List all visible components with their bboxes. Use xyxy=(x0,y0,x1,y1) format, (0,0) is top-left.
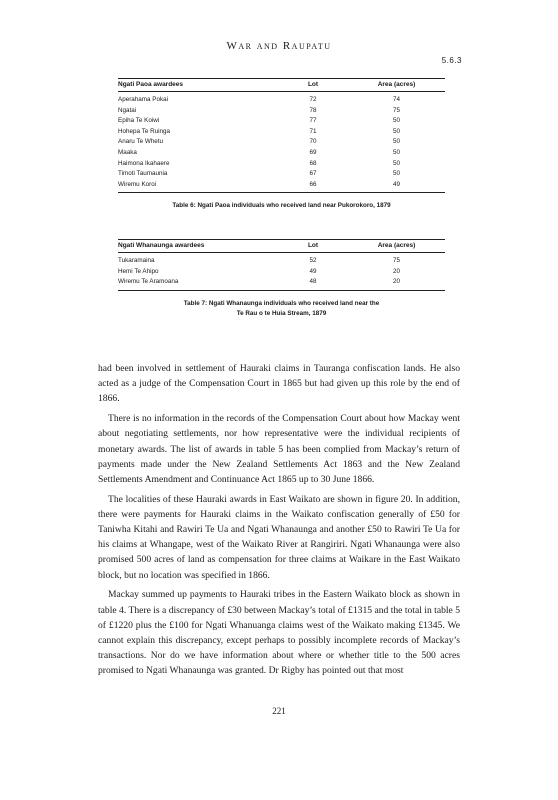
table-row xyxy=(118,127,445,138)
lot-number: 71 xyxy=(309,127,317,135)
table-row xyxy=(118,180,445,193)
column-header-lot: Lot xyxy=(278,79,348,92)
lot-number: 66 xyxy=(278,180,348,193)
paragraph: Mackay summed up payments to Hauraki tribes in the Eastern Waikato block as shown in table 4. There is a discrepancy of £30 between Mackay’s total of £1315 and the total in table 5 of £1220 plus the £100 for Ngati Whanuanga claims west of the Waikato making £1345. We cannot explain this discrepancy, except perhaps to possibly incomplete records of Mackay’s transactions. Nor do we have information about where or whether title to the 500 acres promised to Ngati Whanaunga was granted. Dr Rigby has pointed out that most xyxy=(98,589,460,677)
paragraph: had been involved in settlement of Hauraki claims in Tauranga confiscation lands. He also acted as a judge of the Compensation Court in 1865 but had given up this role by the end of 1866. xyxy=(98,363,460,405)
awardee-name: Hemi Te Ahipo xyxy=(118,267,159,275)
page-number: 221 xyxy=(272,706,286,716)
column-header-awardees: Ngati Whanaunga awardees xyxy=(118,240,278,253)
lot-number: 52 xyxy=(309,257,317,264)
awardee-name: Wiremu Koroi xyxy=(118,180,278,193)
area-acres: 50 xyxy=(392,170,400,178)
awardee-name: Tukaramaina xyxy=(118,257,155,264)
table-row xyxy=(118,277,445,290)
area-acres: 50 xyxy=(392,148,400,156)
awardee-name: Wiremu Te Aramoana xyxy=(118,277,278,290)
lot-number: 48 xyxy=(278,277,348,290)
area-acres: 20 xyxy=(392,267,400,275)
awardee-name: Ngatai xyxy=(118,106,137,114)
awardee-name: Maaka xyxy=(118,148,137,156)
table-row xyxy=(118,148,445,159)
table-row xyxy=(118,169,445,180)
table-7 xyxy=(118,239,445,319)
column-header-awardees: Ngati Paoa awardees xyxy=(118,79,278,92)
lot-number: 68 xyxy=(309,159,317,167)
area-acres: 75 xyxy=(392,257,400,264)
table-7-grid xyxy=(118,239,445,291)
column-header-area: Area (acres) xyxy=(348,79,445,92)
awardee-name: Haimona Ikahaere xyxy=(118,159,170,167)
paragraph: The localities of these Hauraki awards in East Waikato are shown in figure 20. In addition, there were payments for Hauraki claims in the Waikato confiscation generally of £50 for Taniwha Kitahi and Rawiri Te Ua and Ngati Whanaunga and another £50 to Rawiri Te Ua for his claims at Whangape, west of the Waikato River at Rangiriri. Ngati Whanaunga were also promised 500 acres of land as compensation for three claims at Waikare in the East Waikato block, but no location was specified in 1866. xyxy=(98,493,460,581)
lot-number: 67 xyxy=(309,170,317,178)
lot-number: 78 xyxy=(309,106,317,114)
table-row xyxy=(118,159,445,170)
awardee-name: Hohepa Te Ruinga xyxy=(118,127,171,135)
awardee-name: Anaru Te Whetu xyxy=(118,138,164,146)
running-head: War and Raupatu xyxy=(226,40,332,52)
table-header-row xyxy=(118,240,445,253)
area-acres: 50 xyxy=(392,138,400,146)
column-header-area: Area (acres) xyxy=(348,240,445,253)
section-number: 5.6.3 xyxy=(441,56,462,65)
awardee-name: Timoti Taumaunia xyxy=(118,170,168,178)
table-7-caption-line-2: Te Rau o te Huia Stream, 1879 xyxy=(236,309,327,317)
lot-number: 69 xyxy=(309,148,317,156)
area-acres: 20 xyxy=(348,277,445,290)
body-text xyxy=(98,361,460,683)
table-row xyxy=(118,116,445,127)
column-header-lot: Lot xyxy=(278,240,348,253)
lot-number: 70 xyxy=(309,138,317,146)
area-acres: 49 xyxy=(348,180,445,193)
lot-number: 49 xyxy=(309,267,317,275)
area-acres: 75 xyxy=(392,106,400,114)
lot-number: 77 xyxy=(309,117,317,125)
awardee-name: Aperahama Pokai xyxy=(118,96,169,103)
area-acres: 50 xyxy=(392,127,400,135)
table-row xyxy=(118,92,445,106)
area-acres: 50 xyxy=(392,159,400,167)
table-row xyxy=(118,267,445,278)
table-row xyxy=(118,253,445,267)
area-acres: 74 xyxy=(392,96,400,103)
table-header-row xyxy=(118,79,445,92)
table-7-caption-line-1: Table 7: Ngati Whanaunga individuals who received land near the xyxy=(183,299,380,307)
table-6-caption: Table 6: Ngati Paoa individuals who received land near Pukorokoro, 1879 xyxy=(172,202,391,210)
table-6-grid xyxy=(118,78,445,193)
table-7-caption xyxy=(118,299,445,319)
area-acres: 50 xyxy=(392,117,400,125)
paragraph: There is no information in the records of the Compensation Court about how Mackay went about negotiating settlements, nor how representative were the individual recipients of monetary awards. The list of awards in table 5 has been complied from Mackay’s return of payments made under the New Zealand Settlements Act 1863 and the New Zealand Settlements Amendment and Continuance Act 1865 up to 30 June 1866. xyxy=(98,413,460,485)
lot-number: 72 xyxy=(309,96,317,103)
table-row xyxy=(118,137,445,148)
table-6 xyxy=(118,78,445,211)
table-row xyxy=(118,106,445,117)
awardee-name: Epiha Te Koiwi xyxy=(118,117,160,125)
